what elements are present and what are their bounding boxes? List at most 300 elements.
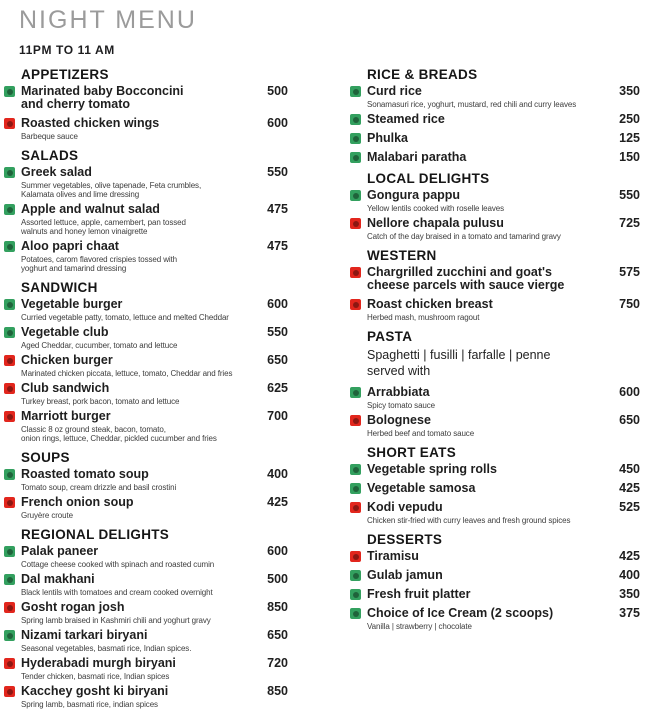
item-name (21, 468, 252, 481)
item-name-line: Chargrilled zucchini and goat's (367, 265, 552, 279)
item-name-line: Greek salad (21, 165, 92, 179)
diet-dot (353, 89, 359, 95)
menu-item (4, 496, 288, 520)
item-price: 575 (619, 265, 640, 279)
nonveg-icon (4, 686, 15, 697)
item-body (367, 266, 604, 292)
menu-item (350, 569, 640, 582)
menu-section (350, 248, 640, 322)
item-name-line: and cherry tomato (21, 97, 131, 111)
nonveg-icon (350, 299, 361, 310)
item-name (21, 203, 252, 216)
diet-dot (353, 155, 359, 161)
item-name-line: Fresh fruit platter (367, 587, 471, 601)
item-price: 500 (267, 84, 288, 98)
item-description-line: Sonamasuri rice, yoghurt, mustard, red chili and curry leaves (367, 100, 577, 109)
veg-icon (350, 114, 361, 125)
item-name (21, 601, 252, 614)
menu-item (350, 266, 640, 292)
menu-item (4, 117, 288, 141)
item-name (367, 463, 604, 476)
menu-section (4, 280, 288, 443)
diet-dot (353, 193, 359, 199)
menu-item (4, 298, 288, 322)
item-name (367, 132, 604, 145)
item-name (367, 501, 604, 514)
menu-column-right (350, 67, 640, 635)
diet-dot (7, 170, 13, 176)
item-price: 600 (267, 544, 288, 558)
menu-item (4, 410, 288, 443)
diet-dot (7, 633, 13, 639)
item-description-line: Kalamata olives and lime dressing (21, 190, 140, 199)
item-name-line: Roasted tomato soup (21, 467, 149, 481)
section-title: RICE & BREADS (367, 67, 478, 82)
menu-item (350, 482, 640, 495)
item-price: 550 (267, 165, 288, 179)
menu-item (4, 468, 288, 492)
item-body (367, 386, 604, 410)
item-price: 350 (619, 587, 640, 601)
item-name-line: Palak paneer (21, 544, 99, 558)
section-title: SANDWICH (21, 280, 98, 295)
menu-item (350, 607, 640, 631)
item-name-line: Vegetable burger (21, 297, 123, 311)
item-name-line: Nizami tarkari biryani (21, 628, 148, 642)
item-description (21, 313, 252, 322)
veg-icon (350, 570, 361, 581)
item-body (21, 573, 252, 597)
item-price: 400 (619, 568, 640, 582)
item-price: 850 (267, 684, 288, 698)
item-name (367, 217, 604, 230)
menu-columns (4, 67, 640, 713)
item-description (21, 218, 252, 236)
item-description-line: Spring lamb, basmati rice, indian spices (21, 700, 158, 709)
veg-icon (4, 299, 15, 310)
veg-icon (350, 133, 361, 144)
item-name (367, 386, 604, 399)
item-description (21, 588, 252, 597)
veg-icon (4, 469, 15, 480)
menu-item (4, 573, 288, 597)
item-description (21, 483, 252, 492)
item-body (21, 85, 252, 111)
item-price: 725 (619, 216, 640, 230)
item-name-line: Bolognese (367, 413, 431, 427)
menu-header (4, 6, 640, 57)
item-description-line: Vanilla | strawberry | chocolate (367, 622, 472, 631)
menu-item (4, 240, 288, 273)
diet-dot (353, 390, 359, 396)
item-price: 500 (267, 572, 288, 586)
item-body (367, 414, 604, 438)
item-description (367, 429, 604, 438)
veg-icon (350, 608, 361, 619)
menu-section (4, 148, 288, 273)
menu-item (350, 414, 640, 438)
veg-icon (4, 574, 15, 585)
item-name (21, 326, 252, 339)
item-body (367, 588, 604, 601)
item-description (21, 672, 252, 681)
diet-dot (353, 418, 359, 424)
menu-item (350, 550, 640, 563)
nonveg-icon (4, 602, 15, 613)
item-name-line: Steamed rice (367, 112, 445, 126)
nonveg-icon (4, 658, 15, 669)
section-intro-line: served with (367, 364, 431, 378)
item-price: 150 (619, 150, 640, 164)
item-body (21, 657, 252, 681)
diet-dot (7, 207, 13, 213)
item-name (21, 410, 252, 423)
item-name (21, 117, 252, 130)
item-body (367, 189, 604, 213)
item-body (21, 685, 252, 709)
veg-icon (4, 167, 15, 178)
item-name-line: Gosht rogan josh (21, 600, 125, 614)
item-description (367, 204, 604, 213)
item-description-line: Herbed beef and tomato sauce (367, 429, 475, 438)
item-description (367, 401, 604, 410)
diet-dot (353, 573, 359, 579)
menu-item (350, 217, 640, 241)
item-price: 750 (619, 297, 640, 311)
item-description (21, 369, 252, 378)
item-description-line: Gruyère croute (21, 511, 73, 520)
menu-section (350, 532, 640, 631)
item-description-line: Tender chicken, basmati rice, Indian spices (21, 672, 170, 681)
item-body (367, 85, 604, 109)
item-name (367, 266, 604, 292)
nonveg-icon (350, 551, 361, 562)
diet-dot (7, 244, 13, 250)
item-name-line: Nellore chapala pulusu (367, 216, 504, 230)
item-description-line: Potatoes, carom flavored crispies tossed with (21, 255, 178, 264)
item-name-line: Marriott burger (21, 409, 111, 423)
section-title: WESTERN (367, 248, 437, 263)
item-name (367, 482, 604, 495)
item-name-line: Gulab jamun (367, 568, 443, 582)
item-body (367, 569, 604, 582)
menu-item (350, 151, 640, 164)
item-description (21, 425, 252, 443)
menu-item (350, 113, 640, 126)
item-body (21, 382, 252, 406)
diet-dot (7, 414, 13, 420)
item-name-line: cheese parcels with sauce vierge (367, 278, 565, 292)
item-description-line: yoghurt and tamarind dressing (21, 264, 127, 273)
menu-item (4, 354, 288, 378)
item-description (21, 181, 252, 199)
item-name (367, 151, 604, 164)
menu-column-left (4, 67, 288, 713)
item-price: 625 (267, 381, 288, 395)
menu-item (4, 326, 288, 350)
nonveg-icon (4, 411, 15, 422)
item-body (367, 501, 604, 525)
diet-dot (7, 605, 13, 611)
item-price: 600 (267, 297, 288, 311)
item-price: 425 (619, 481, 640, 495)
section-title: REGIONAL DELIGHTS (21, 527, 170, 542)
item-price: 550 (619, 188, 640, 202)
diet-dot (7, 358, 13, 364)
item-price: 650 (267, 353, 288, 367)
item-body (367, 132, 604, 145)
item-name-line: Gongura pappu (367, 188, 461, 202)
veg-icon (350, 483, 361, 494)
item-description (21, 511, 252, 520)
item-body (21, 629, 252, 653)
item-price: 375 (619, 606, 640, 620)
item-description-line: Chicken stir-fried with curry leaves and fresh ground spices (367, 516, 571, 525)
item-price: 475 (267, 239, 288, 253)
nonveg-icon (4, 383, 15, 394)
item-price: 400 (267, 467, 288, 481)
item-name-line: Dal makhani (21, 572, 95, 586)
diet-dot (353, 505, 359, 511)
item-name (21, 240, 252, 253)
nonveg-icon (350, 267, 361, 278)
item-body (21, 601, 252, 625)
item-name (367, 113, 604, 126)
item-name (367, 607, 604, 620)
diet-dot (353, 117, 359, 123)
diet-dot (353, 486, 359, 492)
item-description (21, 397, 252, 406)
item-description-line: Herbed mash, mushroom ragout (367, 313, 480, 322)
menu-item (4, 629, 288, 653)
diet-dot (7, 661, 13, 667)
item-price: 125 (619, 131, 640, 145)
item-name (367, 298, 604, 311)
item-body (367, 151, 604, 164)
item-name (21, 496, 252, 509)
veg-icon (350, 152, 361, 163)
diet-dot (353, 611, 359, 617)
item-description (21, 132, 252, 141)
item-name (21, 298, 252, 311)
item-price: 600 (619, 385, 640, 399)
item-name-line: Chicken burger (21, 353, 113, 367)
item-name (367, 550, 604, 563)
veg-icon (4, 327, 15, 338)
item-description-line: Summer vegetables, olive tapenade, Feta crumbles, (21, 181, 202, 190)
veg-icon (4, 86, 15, 97)
item-description (367, 232, 604, 241)
item-description-line: Spicy tomato sauce (367, 401, 436, 410)
item-price: 525 (619, 500, 640, 514)
item-name-line: Roasted chicken wings (21, 116, 160, 130)
menu-item (4, 166, 288, 199)
item-description-line: Curried vegetable patty, tomato, lettuce and melted Cheddar (21, 313, 229, 322)
item-name-line: Tiramisu (367, 549, 419, 563)
veg-icon (350, 464, 361, 475)
item-body (21, 354, 252, 378)
diet-dot (353, 302, 359, 308)
menu-item (4, 85, 288, 111)
item-name-line: Aloo papri chaat (21, 239, 119, 253)
section-title: SOUPS (21, 450, 70, 465)
menu-section (350, 67, 640, 164)
item-name-line: Roast chicken breast (367, 297, 493, 311)
veg-icon (350, 589, 361, 600)
item-description-line: Turkey breast, pork bacon, tomato and lettuce (21, 397, 180, 406)
item-description (367, 622, 604, 631)
nonveg-icon (4, 355, 15, 366)
section-title: DESSERTS (367, 532, 443, 547)
item-name (367, 414, 604, 427)
item-body (21, 496, 252, 520)
nonveg-icon (350, 218, 361, 229)
section-intro (367, 347, 640, 379)
item-price: 425 (267, 495, 288, 509)
item-body (21, 545, 252, 569)
diet-dot (7, 121, 13, 127)
item-description (21, 644, 252, 653)
menu-item (350, 189, 640, 213)
item-description (367, 313, 604, 322)
item-name (367, 85, 604, 98)
veg-icon (4, 546, 15, 557)
veg-icon (350, 190, 361, 201)
item-name-line: Arrabbiata (367, 385, 430, 399)
menu-item (350, 132, 640, 145)
item-price: 475 (267, 202, 288, 216)
item-description (367, 516, 604, 525)
item-description-line: Tomato soup, cream drizzle and basil crostini (21, 483, 177, 492)
item-description-line: Assorted lettuce, apple, camembert, pan tossed (21, 218, 186, 227)
item-description (21, 700, 252, 709)
item-body (367, 550, 604, 563)
veg-icon (4, 204, 15, 215)
item-description-line: Cottage cheese cooked with spinach and roasted cumin (21, 560, 215, 569)
item-body (367, 298, 604, 322)
item-name-line: Hyderabadi murgh biryani (21, 656, 176, 670)
menu-item (4, 657, 288, 681)
item-name-line: Apple and walnut salad (21, 202, 160, 216)
diet-dot (353, 221, 359, 227)
item-description-line: Spring lamb braised in Kashmiri chili and yoghurt gravy (21, 616, 211, 625)
menu-item (4, 382, 288, 406)
item-description-line: Marinated chicken piccata, lettuce, tomato, Cheddar and fries (21, 369, 233, 378)
item-description (21, 616, 252, 625)
item-price: 425 (619, 549, 640, 563)
section-title: LOCAL DELIGHTS (367, 171, 490, 186)
menu-item (4, 203, 288, 236)
item-description-line: Catch of the day braised in a tomato and tamarind gravy (367, 232, 561, 241)
menu-section (350, 445, 640, 525)
item-name (21, 85, 252, 111)
item-description-line: Aged Cheddar, cucumber, tomato and lettuce (21, 341, 178, 350)
item-body (21, 410, 252, 443)
veg-icon (350, 387, 361, 398)
item-body (367, 113, 604, 126)
item-price: 250 (619, 112, 640, 126)
menu-hours: 11PM TO 11 AM (19, 43, 115, 57)
item-name-line: Curd rice (367, 84, 422, 98)
item-name (21, 354, 252, 367)
item-name (21, 573, 252, 586)
item-name-line: Kacchey gosht ki biryani (21, 684, 169, 698)
veg-icon (4, 630, 15, 641)
menu-section (350, 329, 640, 438)
item-name (21, 382, 252, 395)
diet-dot (7, 577, 13, 583)
item-name (367, 569, 604, 582)
diet-dot (7, 500, 13, 506)
section-title: SALADS (21, 148, 79, 163)
diet-dot (7, 386, 13, 392)
diet-dot (353, 592, 359, 598)
menu-item (4, 685, 288, 709)
menu-item (350, 463, 640, 476)
item-name-line: Vegetable samosa (367, 481, 476, 495)
item-name-line: Kodi vepudu (367, 500, 443, 514)
item-name-line: Marinated baby Bocconcini (21, 84, 184, 98)
section-title: PASTA (367, 329, 413, 344)
section-intro-line: Spaghetti | fusilli | farfalle | penne (367, 348, 551, 362)
item-body (367, 482, 604, 495)
diet-dot (7, 689, 13, 695)
item-price: 700 (267, 409, 288, 423)
menu-item (4, 545, 288, 569)
item-body (21, 203, 252, 236)
menu-item (350, 501, 640, 525)
menu-item (350, 386, 640, 410)
diet-dot (7, 330, 13, 336)
section-title: SHORT EATS (367, 445, 457, 460)
section-title: APPETIZERS (21, 67, 109, 82)
item-name (21, 657, 252, 670)
menu-item (350, 298, 640, 322)
item-body (21, 468, 252, 492)
item-description-line: Barbeque sauce (21, 132, 78, 141)
item-description-line: Seasonal vegetables, basmati rice, Indian spices. (21, 644, 192, 653)
diet-dot (7, 89, 13, 95)
item-name (367, 189, 604, 202)
item-name-line: Choice of Ice Cream (2 scoops) (367, 606, 554, 620)
item-body (367, 607, 604, 631)
item-description (21, 255, 252, 273)
diet-dot (353, 270, 359, 276)
nonveg-icon (350, 415, 361, 426)
item-price: 600 (267, 116, 288, 130)
item-body (367, 217, 604, 241)
diet-dot (353, 467, 359, 473)
menu-section (350, 171, 640, 241)
item-name (367, 588, 604, 601)
item-description (367, 100, 604, 109)
item-name (21, 166, 252, 179)
page-title: NIGHT MENU (19, 6, 197, 34)
diet-dot (353, 554, 359, 560)
item-price: 720 (267, 656, 288, 670)
item-price: 550 (267, 325, 288, 339)
item-body (21, 166, 252, 199)
item-body (21, 240, 252, 273)
item-description (21, 560, 252, 569)
item-description (21, 341, 252, 350)
item-price: 650 (267, 628, 288, 642)
diet-dot (7, 302, 13, 308)
item-price: 450 (619, 462, 640, 476)
item-price: 850 (267, 600, 288, 614)
item-name-line: Club sandwich (21, 381, 110, 395)
veg-icon (4, 241, 15, 252)
